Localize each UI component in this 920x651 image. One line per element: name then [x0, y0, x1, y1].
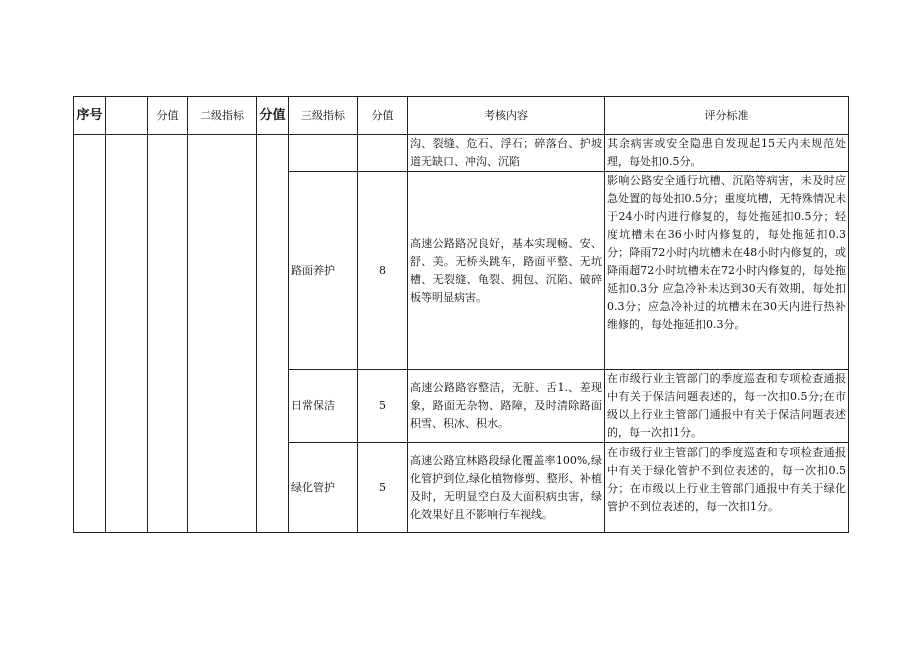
criteria-cell: 在市级行业主管部门的季度巡查和专项检查通报中有关于保洁问题表述的，每一次扣0.5分;在市级以上行业主管部门通报中有关于保洁问题表述的，每一次扣1分。: [605, 370, 849, 443]
score3-cell: 5: [358, 370, 408, 443]
table-row: [74, 135, 849, 172]
header-blank: [106, 97, 148, 135]
content-cell: 高速公路路况良好，基本实现畅、安、舒、美。无桥头跳车，路面平整、无坑槽、无裂缝、龟裂、拥包、沉陷、破碎板等明显病害。: [408, 172, 605, 370]
criteria-cell: 其余病害或安全隐患自发现起15天内未规范处理，每处扣0.5分。: [605, 135, 849, 172]
score3-cell: 5: [358, 443, 408, 533]
header-score3: 分值: [358, 97, 408, 135]
header-level2: 二级指标: [188, 97, 257, 135]
header-row: [74, 97, 849, 135]
header-score2: 分值: [257, 97, 289, 135]
assessment-table: [73, 96, 849, 533]
content-cell: 沟、裂缝、危石、浮石；碎落台、护坡道无缺口、冲沟、沉陷: [408, 135, 605, 172]
header-seq: 序号: [74, 97, 106, 135]
header-level3: 三级指标: [289, 97, 358, 135]
header-criteria: 评分标准: [605, 97, 849, 135]
content-cell: 高速公路路容整洁，无脏、舌1.、差现象，路面无杂物、路障，及时清除路面积雪、积冰、积水。: [408, 370, 605, 443]
level3-cell: [289, 135, 358, 172]
seq-cell: [74, 135, 106, 533]
score1-cell: [148, 135, 188, 533]
criteria-cell: 在市级行业主管部门的季度巡查和专项检查通报中有关于绿化管护不到位表述的，每一次扣0.5分；在市级以上行业主管部门通报中有关于绿化管护不到位表述的，每一次扣1分。: [605, 443, 849, 533]
level3-cell: 绿化管护: [289, 443, 358, 533]
criteria-cell: 影响公路安全通行坑槽、沉陷等病害，未及时应急处置的每处扣0.5分；重度坑槽，无特殊情况未于24小时内进行修复的，每处拖延扣0.5分；轻度坑槽未在36小时内修复的，每处拖延扣0.3分；降雨72小时内坑槽未在48小时内修复的，或降雨超72小时坑槽未在72小时内修复的，每处拖延扣0.3分 应急冷补未达到30天有效期，每处扣0.3分；应急冷补过的坑槽未在30天内进行热补维修的，每处拖延扣0.3分。: [605, 172, 849, 370]
level2-cell: [188, 135, 257, 533]
score3-cell: [358, 135, 408, 172]
score3-cell: 8: [358, 172, 408, 370]
level3-cell: 日常保洁: [289, 370, 358, 443]
level3-cell: 路面养护: [289, 172, 358, 370]
score2-cell: [257, 135, 289, 533]
blank-cell: [106, 135, 148, 533]
header-content: 考核内容: [408, 97, 605, 135]
content-cell: 高速公路宜林路段绿化覆盖率100%,绿化管护到位,绿化植物修剪、整形、补植及时，无明显空白及大面积病虫害，绿化效果好且不影响行车视线。: [408, 443, 605, 533]
header-score1: 分值: [148, 97, 188, 135]
